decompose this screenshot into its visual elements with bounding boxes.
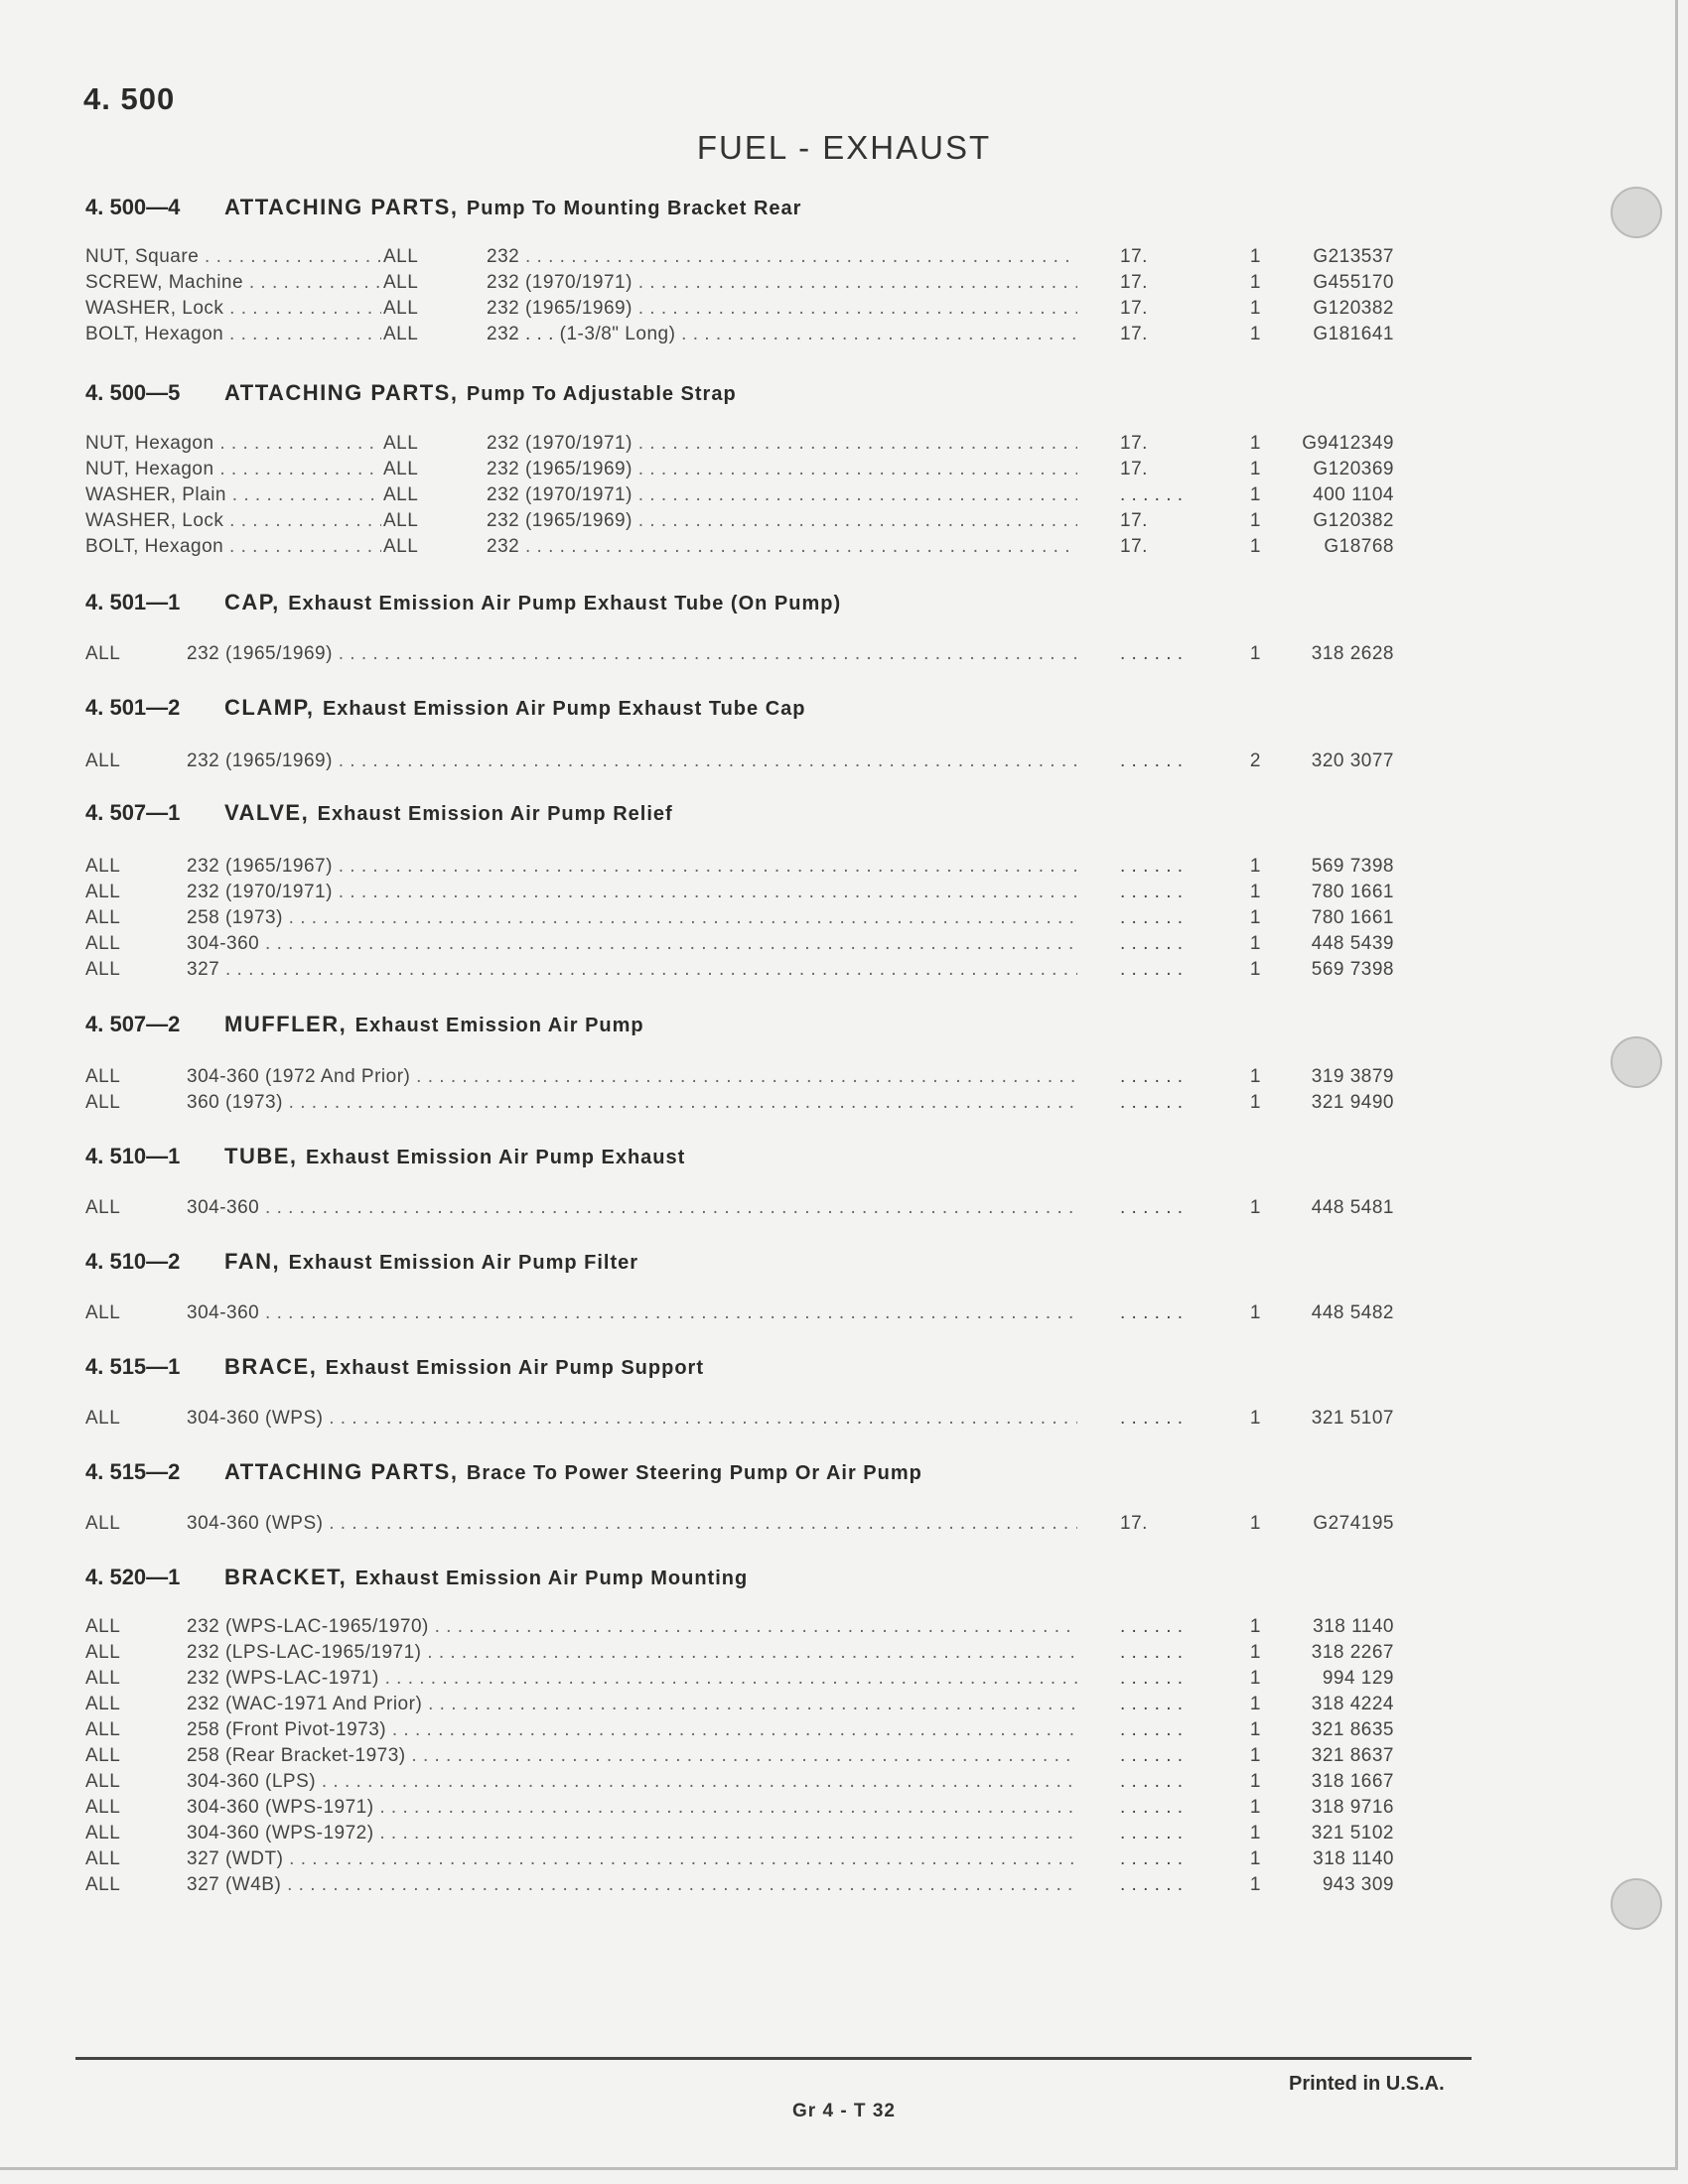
parts-row bbox=[0, 1408, 1688, 1433]
quantity: 1 bbox=[1249, 272, 1261, 293]
section-description: Pump To Adjustable Strap bbox=[466, 383, 737, 405]
engine-description: 232 (1970/1971) . . . bbox=[487, 484, 1077, 506]
engine-description: 304-360 (1972 And Prior) . . . bbox=[187, 1066, 1077, 1088]
model-applicability: ALL bbox=[383, 324, 419, 344]
parts-row bbox=[0, 856, 1688, 882]
section-code: 4. 500—4 bbox=[85, 195, 181, 219]
engine-description: 258 (Rear Bracket-1973) . . . bbox=[187, 1745, 1077, 1767]
section-code: 4. 501—1 bbox=[85, 590, 181, 614]
engine-description: 304-360 (WPS) . . . bbox=[187, 1408, 1077, 1430]
parts-list bbox=[0, 856, 1688, 985]
quantity: 1 bbox=[1249, 856, 1261, 877]
part-number: 569 7398 bbox=[1311, 856, 1394, 877]
quantity: 1 bbox=[1249, 907, 1261, 928]
engine-description: 258 (Front Pivot-1973) . . . bbox=[187, 1719, 1077, 1741]
quantity: 1 bbox=[1249, 1197, 1261, 1218]
model-applicability: ALL bbox=[383, 298, 419, 319]
section-heading bbox=[85, 195, 801, 220]
quantity: 1 bbox=[1249, 933, 1261, 954]
engine-description: 232 (1965/1967) . . . bbox=[187, 856, 1077, 878]
illustration-ref: . . . . . . bbox=[1120, 643, 1184, 664]
illustration-ref: . . . . . . bbox=[1120, 1797, 1184, 1818]
parts-row bbox=[0, 1616, 1688, 1642]
section-part-name: FAN, bbox=[224, 1249, 281, 1274]
quantity: 1 bbox=[1249, 959, 1261, 980]
engine-description: 304-360 (WPS-1971) . . . bbox=[187, 1797, 1077, 1819]
engine-description: 304-360 (WPS) . . . bbox=[187, 1513, 1077, 1535]
section-part-name: TUBE, bbox=[224, 1144, 298, 1168]
model-applicability: ALL bbox=[85, 1408, 121, 1429]
part-name: NUT, Hexagon . . . bbox=[85, 433, 381, 455]
section-heading bbox=[85, 800, 673, 826]
part-number: 448 5482 bbox=[1311, 1302, 1394, 1323]
engine-description: 304-360 . . . bbox=[187, 1197, 1077, 1219]
quantity: 1 bbox=[1249, 1797, 1261, 1818]
part-number: 319 3879 bbox=[1311, 1066, 1394, 1087]
engine-description: 232 . . . bbox=[487, 246, 1077, 268]
quantity: 1 bbox=[1249, 1616, 1261, 1637]
parts-row bbox=[0, 324, 1688, 349]
parts-row bbox=[0, 1719, 1688, 1745]
quantity: 2 bbox=[1249, 751, 1261, 771]
part-number: 318 1140 bbox=[1313, 1848, 1394, 1869]
model-applicability: ALL bbox=[383, 433, 419, 454]
model-applicability: ALL bbox=[85, 959, 121, 980]
model-applicability: ALL bbox=[383, 510, 419, 531]
part-number: 448 5481 bbox=[1311, 1197, 1394, 1218]
part-number: 318 1667 bbox=[1311, 1771, 1394, 1792]
quantity: 1 bbox=[1249, 246, 1261, 267]
part-number: 400 1104 bbox=[1313, 484, 1394, 505]
illustration-ref: . . . . . . bbox=[1120, 882, 1184, 902]
quantity: 1 bbox=[1249, 1092, 1261, 1113]
quantity: 1 bbox=[1249, 882, 1261, 902]
parts-row bbox=[0, 1874, 1688, 1900]
model-applicability: ALL bbox=[85, 856, 121, 877]
quantity: 1 bbox=[1249, 1823, 1261, 1843]
engine-description: 327 (WDT) . . . bbox=[187, 1848, 1077, 1870]
parts-row bbox=[0, 1694, 1688, 1719]
part-number: 994 129 bbox=[1322, 1668, 1394, 1689]
illustration-ref: 17. bbox=[1120, 246, 1148, 267]
model-applicability: ALL bbox=[85, 1302, 121, 1323]
part-name: NUT, Hexagon . . . bbox=[85, 459, 381, 480]
model-applicability: ALL bbox=[85, 1616, 121, 1637]
parts-list bbox=[0, 433, 1688, 562]
page-reference: Gr 4 - T 32 bbox=[792, 2101, 896, 2121]
part-number: G120382 bbox=[1313, 298, 1394, 319]
section-part-name: MUFFLER, bbox=[224, 1012, 348, 1036]
illustration-ref: . . . . . . bbox=[1120, 1092, 1184, 1113]
parts-row bbox=[0, 1197, 1688, 1223]
part-number: G120382 bbox=[1313, 510, 1394, 531]
model-applicability: ALL bbox=[85, 1745, 121, 1766]
section-part-name: BRACE, bbox=[224, 1354, 318, 1379]
parts-row bbox=[0, 1066, 1688, 1092]
model-applicability: ALL bbox=[383, 484, 419, 505]
section-description: Exhaust Emission Air Pump Relief bbox=[317, 803, 673, 825]
illustration-ref: . . . . . . bbox=[1120, 1642, 1184, 1663]
illustration-ref: . . . . . . bbox=[1120, 907, 1184, 928]
illustration-ref: 17. bbox=[1120, 510, 1148, 531]
part-number: 943 309 bbox=[1322, 1874, 1394, 1895]
illustration-ref: . . . . . . bbox=[1120, 1694, 1184, 1714]
engine-description: 304-360 (LPS) . . . bbox=[187, 1771, 1077, 1793]
section-heading bbox=[85, 590, 841, 615]
section-heading bbox=[85, 380, 737, 406]
section-code: 4. 515—2 bbox=[85, 1459, 181, 1484]
page-title: FUEL - EXHAUST bbox=[696, 129, 992, 166]
illustration-ref: . . . . . . bbox=[1120, 1771, 1184, 1792]
part-number: 318 9716 bbox=[1311, 1797, 1394, 1818]
quantity: 1 bbox=[1249, 459, 1261, 479]
engine-description: 232 (WPS-LAC-1965/1970) . . . bbox=[187, 1616, 1077, 1638]
engine-description: 232 (WAC-1971 And Prior) . . . bbox=[187, 1694, 1077, 1715]
engine-description: 232 . . . (1-3/8" Long) . . . bbox=[487, 324, 1077, 345]
section-description: Exhaust Emission Air Pump Mounting bbox=[354, 1568, 749, 1589]
model-applicability: ALL bbox=[85, 1771, 121, 1792]
illustration-ref: . . . . . . bbox=[1120, 1745, 1184, 1766]
illustration-ref: 17. bbox=[1120, 459, 1148, 479]
parts-row bbox=[0, 882, 1688, 907]
parts-row bbox=[0, 1302, 1688, 1328]
section-code: 4. 510—2 bbox=[85, 1249, 181, 1274]
engine-description: 232 (LPS-LAC-1965/1971) . . . bbox=[187, 1642, 1077, 1664]
quantity: 1 bbox=[1249, 1668, 1261, 1689]
parts-list bbox=[0, 643, 1688, 669]
section-code: 4. 507—1 bbox=[85, 800, 181, 825]
parts-row bbox=[0, 536, 1688, 562]
engine-description: 232 (1965/1969) . . . bbox=[187, 751, 1077, 772]
model-applicability: ALL bbox=[85, 1066, 121, 1087]
engine-description: 232 (1970/1971) . . . bbox=[187, 882, 1077, 903]
section-code: 4. 520—1 bbox=[85, 1565, 181, 1589]
engine-description: 304-360 . . . bbox=[187, 933, 1077, 955]
parts-row bbox=[0, 1745, 1688, 1771]
illustration-ref: . . . . . . bbox=[1120, 959, 1184, 980]
engine-description: 232 (WPS-LAC-1971) . . . bbox=[187, 1668, 1077, 1690]
parts-row bbox=[0, 484, 1688, 510]
illustration-ref: . . . . . . bbox=[1120, 1066, 1184, 1087]
engine-description: 232 (1970/1971) . . . bbox=[487, 433, 1077, 455]
quantity: 1 bbox=[1249, 1745, 1261, 1766]
part-number: 320 3077 bbox=[1311, 751, 1394, 771]
model-applicability: ALL bbox=[85, 882, 121, 902]
illustration-ref: . . . . . . bbox=[1120, 1302, 1184, 1323]
part-number: 780 1661 bbox=[1311, 907, 1394, 928]
parts-row bbox=[0, 459, 1688, 484]
model-applicability: ALL bbox=[85, 1694, 121, 1714]
part-number: G120369 bbox=[1313, 459, 1394, 479]
parts-row bbox=[0, 1771, 1688, 1797]
engine-description: 232 (1970/1971) . . . bbox=[487, 272, 1077, 294]
parts-list bbox=[0, 1197, 1688, 1223]
section-description: Pump To Mounting Bracket Rear bbox=[466, 198, 802, 219]
illustration-ref: . . . . . . bbox=[1120, 1719, 1184, 1740]
page-section-number: 4. 500 bbox=[83, 81, 176, 116]
parts-row bbox=[0, 1823, 1688, 1848]
quantity: 1 bbox=[1249, 536, 1261, 557]
section-heading bbox=[85, 1459, 922, 1485]
part-name: SCREW, Machine . . . bbox=[85, 272, 381, 294]
illustration-ref: 17. bbox=[1120, 1513, 1148, 1534]
parts-row bbox=[0, 959, 1688, 985]
illustration-ref: 17. bbox=[1120, 536, 1148, 557]
illustration-ref: . . . . . . bbox=[1120, 751, 1184, 771]
section-description: Exhaust Emission Air Pump bbox=[354, 1015, 644, 1036]
section-part-name: BRACKET, bbox=[224, 1565, 348, 1589]
part-number: G18768 bbox=[1324, 536, 1394, 557]
engine-description: 232 (1965/1969) . . . bbox=[487, 510, 1077, 532]
illustration-ref: . . . . . . bbox=[1120, 484, 1184, 505]
section-description: Exhaust Emission Air Pump Filter bbox=[288, 1252, 639, 1274]
part-number: 448 5439 bbox=[1311, 933, 1394, 954]
parts-row bbox=[0, 298, 1688, 324]
footer-rule bbox=[75, 2057, 1472, 2060]
part-number: G455170 bbox=[1313, 272, 1394, 293]
model-applicability: ALL bbox=[85, 1642, 121, 1663]
parts-row bbox=[0, 1797, 1688, 1823]
section-part-name: CLAMP, bbox=[224, 695, 315, 720]
part-number: 780 1661 bbox=[1311, 882, 1394, 902]
section-code: 4. 515—1 bbox=[85, 1354, 181, 1379]
engine-description: 304-360 (WPS-1972) . . . bbox=[187, 1823, 1077, 1844]
parts-list bbox=[0, 751, 1688, 776]
model-applicability: ALL bbox=[85, 933, 121, 954]
section-heading bbox=[85, 695, 805, 721]
engine-description: 304-360 . . . bbox=[187, 1302, 1077, 1324]
parts-row bbox=[0, 643, 1688, 669]
part-number: 321 8635 bbox=[1311, 1719, 1394, 1740]
parts-list bbox=[0, 1302, 1688, 1328]
illustration-ref: . . . . . . bbox=[1120, 1823, 1184, 1843]
parts-row bbox=[0, 272, 1688, 298]
model-applicability: ALL bbox=[383, 536, 419, 557]
model-applicability: ALL bbox=[85, 1197, 121, 1218]
section-heading bbox=[85, 1249, 638, 1275]
quantity: 1 bbox=[1249, 1719, 1261, 1740]
parts-row bbox=[0, 1642, 1688, 1668]
model-applicability: ALL bbox=[85, 1874, 121, 1895]
quantity: 1 bbox=[1249, 324, 1261, 344]
part-number: G274195 bbox=[1313, 1513, 1394, 1534]
parts-list bbox=[0, 1513, 1688, 1539]
model-applicability: ALL bbox=[85, 643, 121, 664]
section-description: Brace To Power Steering Pump Or Air Pump bbox=[466, 1462, 922, 1484]
parts-row bbox=[0, 246, 1688, 272]
model-applicability: ALL bbox=[383, 459, 419, 479]
parts-row bbox=[0, 1513, 1688, 1539]
quantity: 1 bbox=[1249, 298, 1261, 319]
quantity: 1 bbox=[1249, 433, 1261, 454]
quantity: 1 bbox=[1249, 1513, 1261, 1534]
parts-list bbox=[0, 246, 1688, 349]
section-heading bbox=[85, 1012, 644, 1037]
part-name: WASHER, Lock . . . bbox=[85, 510, 381, 532]
section-part-name: VALVE, bbox=[224, 800, 310, 825]
part-number: 318 1140 bbox=[1313, 1616, 1394, 1637]
illustration-ref: 17. bbox=[1120, 433, 1148, 454]
model-applicability: ALL bbox=[85, 1719, 121, 1740]
parts-list bbox=[0, 1408, 1688, 1433]
section-code: 4. 501—2 bbox=[85, 695, 181, 720]
part-number: 321 8637 bbox=[1311, 1745, 1394, 1766]
quantity: 1 bbox=[1249, 1848, 1261, 1869]
section-heading bbox=[85, 1565, 748, 1590]
illustration-ref: . . . . . . bbox=[1120, 933, 1184, 954]
section-part-name: CAP, bbox=[224, 590, 280, 614]
parts-row bbox=[0, 751, 1688, 776]
part-name: WASHER, Lock . . . bbox=[85, 298, 381, 320]
section-part-name: ATTACHING PARTS, bbox=[224, 380, 459, 405]
illustration-ref: 17. bbox=[1120, 298, 1148, 319]
illustration-ref: . . . . . . bbox=[1120, 856, 1184, 877]
section-code: 4. 507—2 bbox=[85, 1012, 181, 1036]
part-number: G9412349 bbox=[1302, 433, 1394, 454]
model-applicability: ALL bbox=[383, 272, 419, 293]
section-description: Exhaust Emission Air Pump Support bbox=[325, 1357, 704, 1379]
quantity: 1 bbox=[1249, 510, 1261, 531]
model-applicability: ALL bbox=[85, 907, 121, 928]
quantity: 1 bbox=[1249, 1642, 1261, 1663]
quantity: 1 bbox=[1249, 1066, 1261, 1087]
part-number: G181641 bbox=[1313, 324, 1394, 344]
model-applicability: ALL bbox=[85, 751, 121, 771]
engine-description: 327 (W4B) . . . bbox=[187, 1874, 1077, 1896]
part-name: WASHER, Plain . . . bbox=[85, 484, 381, 506]
parts-row bbox=[0, 907, 1688, 933]
part-number: 318 2628 bbox=[1311, 643, 1394, 664]
quantity: 1 bbox=[1249, 1694, 1261, 1714]
engine-description: 232 . . . bbox=[487, 536, 1077, 558]
parts-list bbox=[0, 1616, 1688, 1900]
section-description: Exhaust Emission Air Pump Exhaust Tube Cap bbox=[322, 698, 806, 720]
quantity: 1 bbox=[1249, 1302, 1261, 1323]
parts-row bbox=[0, 933, 1688, 959]
section-heading bbox=[85, 1144, 685, 1169]
illustration-ref: . . . . . . bbox=[1120, 1874, 1184, 1895]
model-applicability: ALL bbox=[85, 1848, 121, 1869]
engine-description: 327 . . . bbox=[187, 959, 1077, 981]
quantity: 1 bbox=[1249, 1771, 1261, 1792]
illustration-ref: 17. bbox=[1120, 272, 1148, 293]
model-applicability: ALL bbox=[383, 246, 419, 267]
illustration-ref: . . . . . . bbox=[1120, 1197, 1184, 1218]
parts-list bbox=[0, 1066, 1688, 1118]
quantity: 1 bbox=[1249, 643, 1261, 664]
part-number: 321 5102 bbox=[1311, 1823, 1394, 1843]
section-description: Exhaust Emission Air Pump Exhaust bbox=[305, 1147, 686, 1168]
illustration-ref: . . . . . . bbox=[1120, 1668, 1184, 1689]
illustration-ref: . . . . . . bbox=[1120, 1848, 1184, 1869]
part-number: 321 5107 bbox=[1311, 1408, 1394, 1429]
model-applicability: ALL bbox=[85, 1092, 121, 1113]
parts-row bbox=[0, 510, 1688, 536]
quantity: 1 bbox=[1249, 1874, 1261, 1895]
engine-description: 232 (1965/1969) . . . bbox=[187, 643, 1077, 665]
model-applicability: ALL bbox=[85, 1823, 121, 1843]
model-applicability: ALL bbox=[85, 1668, 121, 1689]
engine-description: 258 (1973) . . . bbox=[187, 907, 1077, 929]
part-name: BOLT, Hexagon . . . bbox=[85, 324, 381, 345]
model-applicability: ALL bbox=[85, 1513, 121, 1534]
part-name: NUT, Square . . . bbox=[85, 246, 381, 268]
parts-row bbox=[0, 1092, 1688, 1118]
section-heading bbox=[85, 1354, 704, 1380]
engine-description: 360 (1973) . . . bbox=[187, 1092, 1077, 1114]
parts-row bbox=[0, 1848, 1688, 1874]
quantity: 1 bbox=[1249, 1408, 1261, 1429]
quantity: 1 bbox=[1249, 484, 1261, 505]
punch-hole bbox=[1611, 187, 1662, 238]
parts-row bbox=[0, 1668, 1688, 1694]
section-part-name: ATTACHING PARTS, bbox=[224, 1459, 459, 1484]
part-name: BOLT, Hexagon . . . bbox=[85, 536, 381, 558]
printed-in-label: Printed in U.S.A. bbox=[1289, 2073, 1445, 2095]
part-number: 321 9490 bbox=[1311, 1092, 1394, 1113]
illustration-ref: . . . . . . bbox=[1120, 1408, 1184, 1429]
part-number: 318 4224 bbox=[1311, 1694, 1394, 1714]
illustration-ref: 17. bbox=[1120, 324, 1148, 344]
engine-description: 232 (1965/1969) . . . bbox=[487, 459, 1077, 480]
part-number: G213537 bbox=[1313, 246, 1394, 267]
model-applicability: ALL bbox=[85, 1797, 121, 1818]
section-description: Exhaust Emission Air Pump Exhaust Tube (On Pump) bbox=[288, 593, 842, 614]
parts-row bbox=[0, 433, 1688, 459]
section-part-name: ATTACHING PARTS, bbox=[224, 195, 459, 219]
engine-description: 232 (1965/1969) . . . bbox=[487, 298, 1077, 320]
section-code: 4. 500—5 bbox=[85, 380, 181, 405]
illustration-ref: . . . . . . bbox=[1120, 1616, 1184, 1637]
part-number: 318 2267 bbox=[1311, 1642, 1394, 1663]
part-number: 569 7398 bbox=[1311, 959, 1394, 980]
section-code: 4. 510—1 bbox=[85, 1144, 181, 1168]
